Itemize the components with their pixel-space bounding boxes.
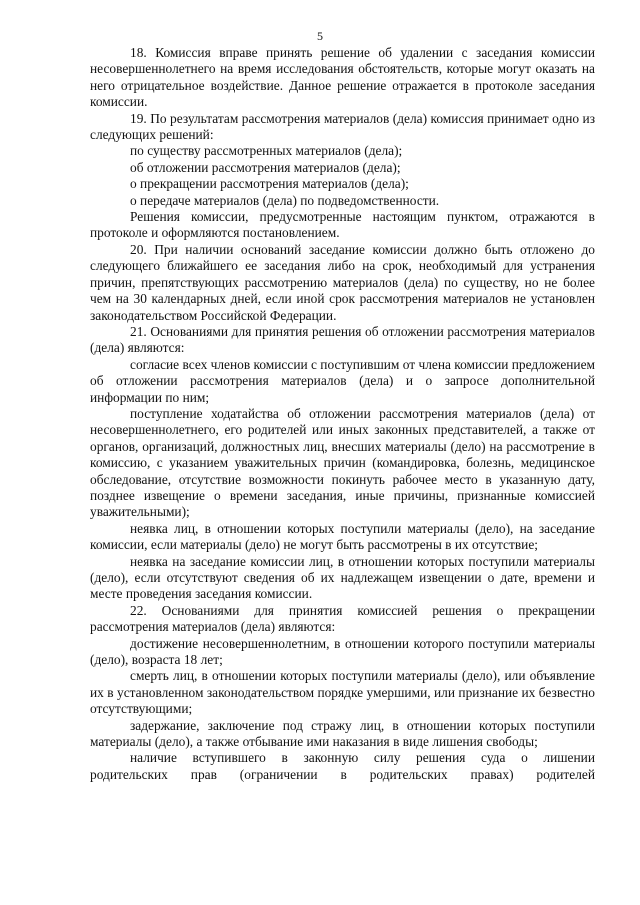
list-item: наличие вступившего в законную силу решения суда о лишении <box>130 750 595 766</box>
paragraph-20: 20. При наличии оснований заседание комиссии должно быть отложено до следующего ближайшего ее заседания либо на срок, необходимый для устранения причин, препятствующих рассмотрению материалов (дела) по существу, но не более чем на 30 календарных дней, если иной срок рассмотрения материалов не установлен законодательством Российской Федерации. <box>90 241 595 323</box>
paragraph-18: 18. Комиссия вправе принять решение об удалении с заседания комиссии несовершеннолетнего на время исследования обстоятельств, которые могут оказать на него отрицательное воздействие. Данное решение отражается в протоколе заседания комиссии. <box>90 45 595 110</box>
list-item: о передаче материалов (дела) по подведомственности. <box>130 192 440 208</box>
list-item: поступление ходатайства об отложении рассмотрения материалов (дела) от несовершеннолетнего, его родителей или иных законных представителей, а также от органов, организаций, должностных лиц, внесших материалы (дело) на рассмотрение в комиссию, с указанием уважительных причин (командировка, болезнь, медицинское обследование, отсутствие возможности покинуть рабочее место в указанную дату, позднее извещение о времени заседания, иные причины, признанные комиссией уважительными); <box>90 405 595 520</box>
paragraph-19: 19. По результатам рассмотрения материалов (дела) комиссия принимает одно из следующих решений: <box>90 110 595 143</box>
document-body <box>90 45 595 783</box>
paragraph-22: 22. Основаниями для принятия комиссией решения о прекращении рассмотрения материалов (дела) являются: <box>90 602 595 635</box>
paragraph-decisions: Решения комиссии, предусмотренные настоящим пунктом, отражаются в протоколе и оформляются постановлением. <box>90 209 595 241</box>
list-item: по существу рассмотренных материалов (дела); <box>130 143 403 159</box>
list-item-continued: родительских прав (ограничении в родительских правах) родителей <box>90 766 595 782</box>
list-item: неявка лиц, в отношении которых поступили материалы (дело), на заседание комиссии, если материалы (дело) не могут быть рассмотрены в их отсутствие; <box>90 520 595 553</box>
list-item: об отложении рассмотрения материалов (дела); <box>130 159 401 175</box>
list-item: согласие всех членов комиссии с поступившим от члена комиссии предложением об отложении рассмотрения материалов (дела) и о запросе дополнительной информации по ним; <box>90 356 596 405</box>
list-item: задержание, заключение под стражу лиц, в отношении которых поступили материалы (дело), а также отбывание ими наказания в виде лишения свободы; <box>90 717 595 750</box>
list-item: смерть лиц, в отношении которых поступили материалы (дело), или объявление их в установленном законодательством порядке умершими, или признание их безвестно отсутствующими; <box>90 668 595 717</box>
page-number: 5 <box>317 29 323 43</box>
list-item: неявка на заседание комиссии лиц, в отношении которых поступили материалы (дело), если отсутствуют сведения об их надлежащем извещении о дате, времени и месте проведения заседания комиссии. <box>90 553 595 602</box>
paragraph-21: 21. Основаниями для принятия решения об отложении рассмотрения материалов (дела) являются: <box>90 323 595 356</box>
list-item: достижение несовершеннолетним, в отношении которого поступили материалы (дело), возраста 18 лет; <box>90 635 595 668</box>
list-item: о прекращении рассмотрения материалов (дела); <box>130 176 409 192</box>
